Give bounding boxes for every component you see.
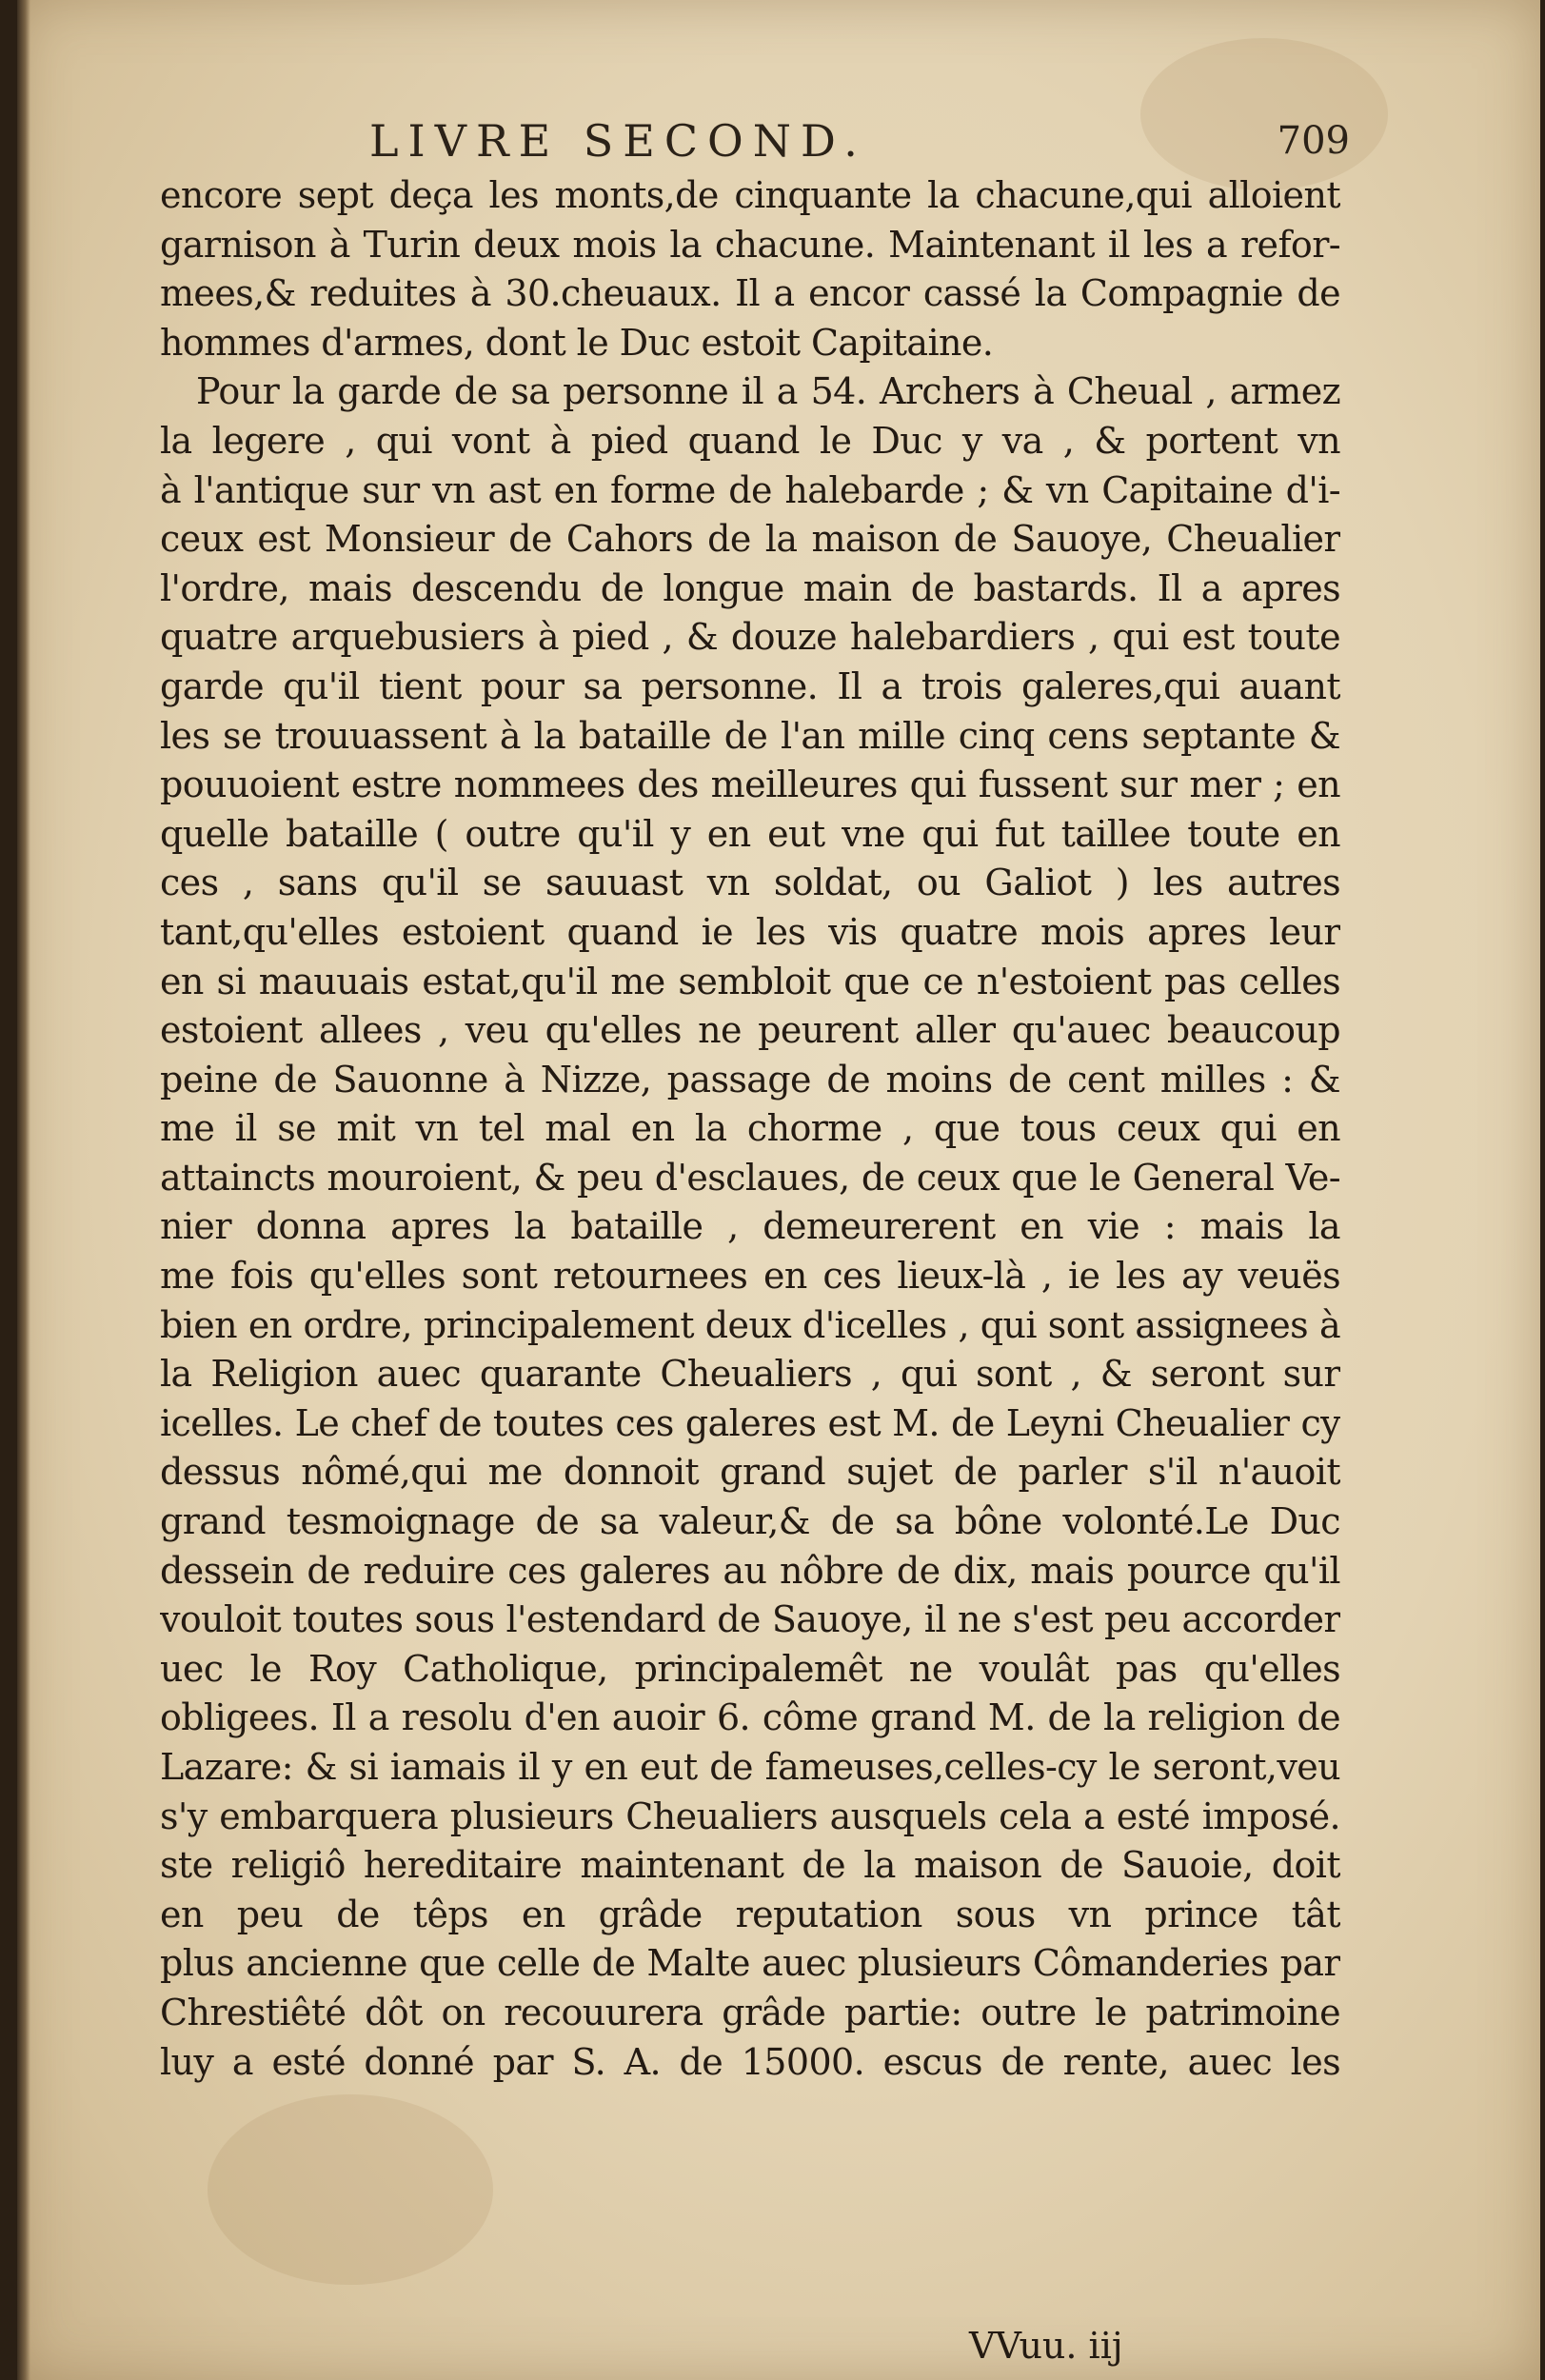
text-line: peine de Sauonne à Nizze, passage de moins de cent milles : & <box>160 1058 1340 1101</box>
text-line: à l'antique sur vn ast en forme de halebarde ; & vn Capitaine d'i- <box>160 468 1340 511</box>
text-line: vouloit toutes sous l'estendard de Sauoye, il ne s'est peu accorder <box>160 1598 1340 1641</box>
text-line: encore sept deça les monts,de cinquante la chacune,qui alloient <box>160 174 1340 216</box>
text-line: bien en ordre, principalement deux d'icelles , qui sont assignees à <box>160 1303 1340 1346</box>
text-line: Lazare: & si iamais il y en eut de fameuses,celles-cy le seront,veu <box>160 1746 1340 1788</box>
text-line: tant,qu'elles estoient quand ie les vis quatre mois apres leur <box>160 910 1340 953</box>
text-line: dessein de reduire ces galeres au nôbre de dix, mais pource qu'il <box>160 1549 1340 1592</box>
text-line: hommes d'armes, dont le Duc estoit Capitaine. <box>160 321 994 364</box>
text-line: pouuoient estre nommees des meilleures qui fussent sur mer ; en <box>160 764 1340 806</box>
text-line: l'ordre, mais descendu de longue main de bastards. Il a apres <box>160 566 1340 609</box>
text-line: les se trouuassent à la bataille de l'an mille cinq cens septante & <box>160 714 1340 757</box>
text-line: attaincts mouroient, & peu d'esclaues, de ceux que le General Ve- <box>160 1156 1340 1199</box>
running-title: LIVRE SECOND. <box>369 115 867 167</box>
text-line: en si mauuais estat,qu'il me sembloit que ce n'estoient pas celles <box>160 960 1340 1002</box>
text-line: icelles. Le chef de toutes ces galeres est M. de Leyni Cheualier cy <box>160 1401 1340 1444</box>
paragraph-start-line: Pour la garde de sa personne il a 54. Archers à Cheual , armez <box>196 370 1340 413</box>
paper-stain <box>208 2094 493 2285</box>
text-line: dessus nômé,qui me donnoit grand sujet de parler s'il n'auoit <box>160 1451 1340 1494</box>
page-binding-edge <box>17 0 30 2380</box>
page <box>17 0 1540 2380</box>
text-line: me il se mit vn tel mal en la chorme , que tous ceux qui en <box>160 1107 1340 1150</box>
text-line: quatre arquebusiers à pied , & douze halebardiers , qui est toute <box>160 616 1340 659</box>
text-line: quelle bataille ( outre qu'il y en eut vne qui fut taillee toute en <box>160 812 1340 855</box>
text-line: la legere , qui vont à pied quand le Duc y va , & portent vn <box>160 419 1340 462</box>
text-line: me fois qu'elles sont retournees en ces lieux-là , ie les ay veuës <box>160 1255 1340 1298</box>
text-line: uec le Roy Catholique, principalemêt ne voulât pas qu'elles <box>160 1647 1340 1690</box>
body-text <box>160 171 1340 2087</box>
text-line: grand tesmoignage de sa valeur,& de sa bône volonté.Le Duc <box>160 1500 1340 1543</box>
text-line: ceux est Monsieur de Cahors de la maison de Sauoye, Cheualier <box>160 518 1340 561</box>
text-line: en peu de têps en grâde reputation sous vn prince tât <box>160 1893 1340 1935</box>
page-number: 709 <box>1277 119 1350 163</box>
text-line: estoient allees , veu qu'elles ne peurent aller qu'auec beaucoup <box>160 1009 1340 1052</box>
text-line: garde qu'il tient pour sa personne. Il a trois galeres,qui auant <box>160 664 1340 707</box>
text-line: garnison à Turin deux mois la chacune. Maintenant il les a refor- <box>160 223 1340 266</box>
text-line: la Religion auec quarante Cheualiers , qui sont , & seront sur <box>160 1353 1340 1396</box>
signature-mark: VVuu. iij <box>969 2325 1123 2367</box>
text-line: nier donna apres la bataille , demeurerent en vie : mais la <box>160 1205 1340 1248</box>
text-line: s'y embarquera plusieurs Cheualiers ausquels cela a esté imposé. <box>160 1795 1340 1837</box>
running-header <box>293 112 1350 169</box>
text-line: ces , sans qu'il se sauuast vn soldat, ou Galiot ) les autres <box>160 862 1340 904</box>
text-line: ste religiô hereditaire maintenant de la maison de Sauoie, doit <box>160 1844 1340 1887</box>
text-line: obligees. Il a resolu d'en auoir 6. côme grand M. de la religion de <box>160 1696 1340 1739</box>
text-line: plus ancienne que celle de Malte auec plusieurs Cômanderies par <box>160 1942 1340 1985</box>
text-line: Chrestiêté dôt on recouurera grâde partie: outre le patrimoine <box>160 1991 1340 2033</box>
text-line: luy a esté donné par S. A. de 15000. escus de rente, auec les <box>160 2040 1340 2083</box>
text-line: mees,& reduites à 30.cheuaux. Il a encor cassé la Compagnie de <box>160 272 1340 315</box>
